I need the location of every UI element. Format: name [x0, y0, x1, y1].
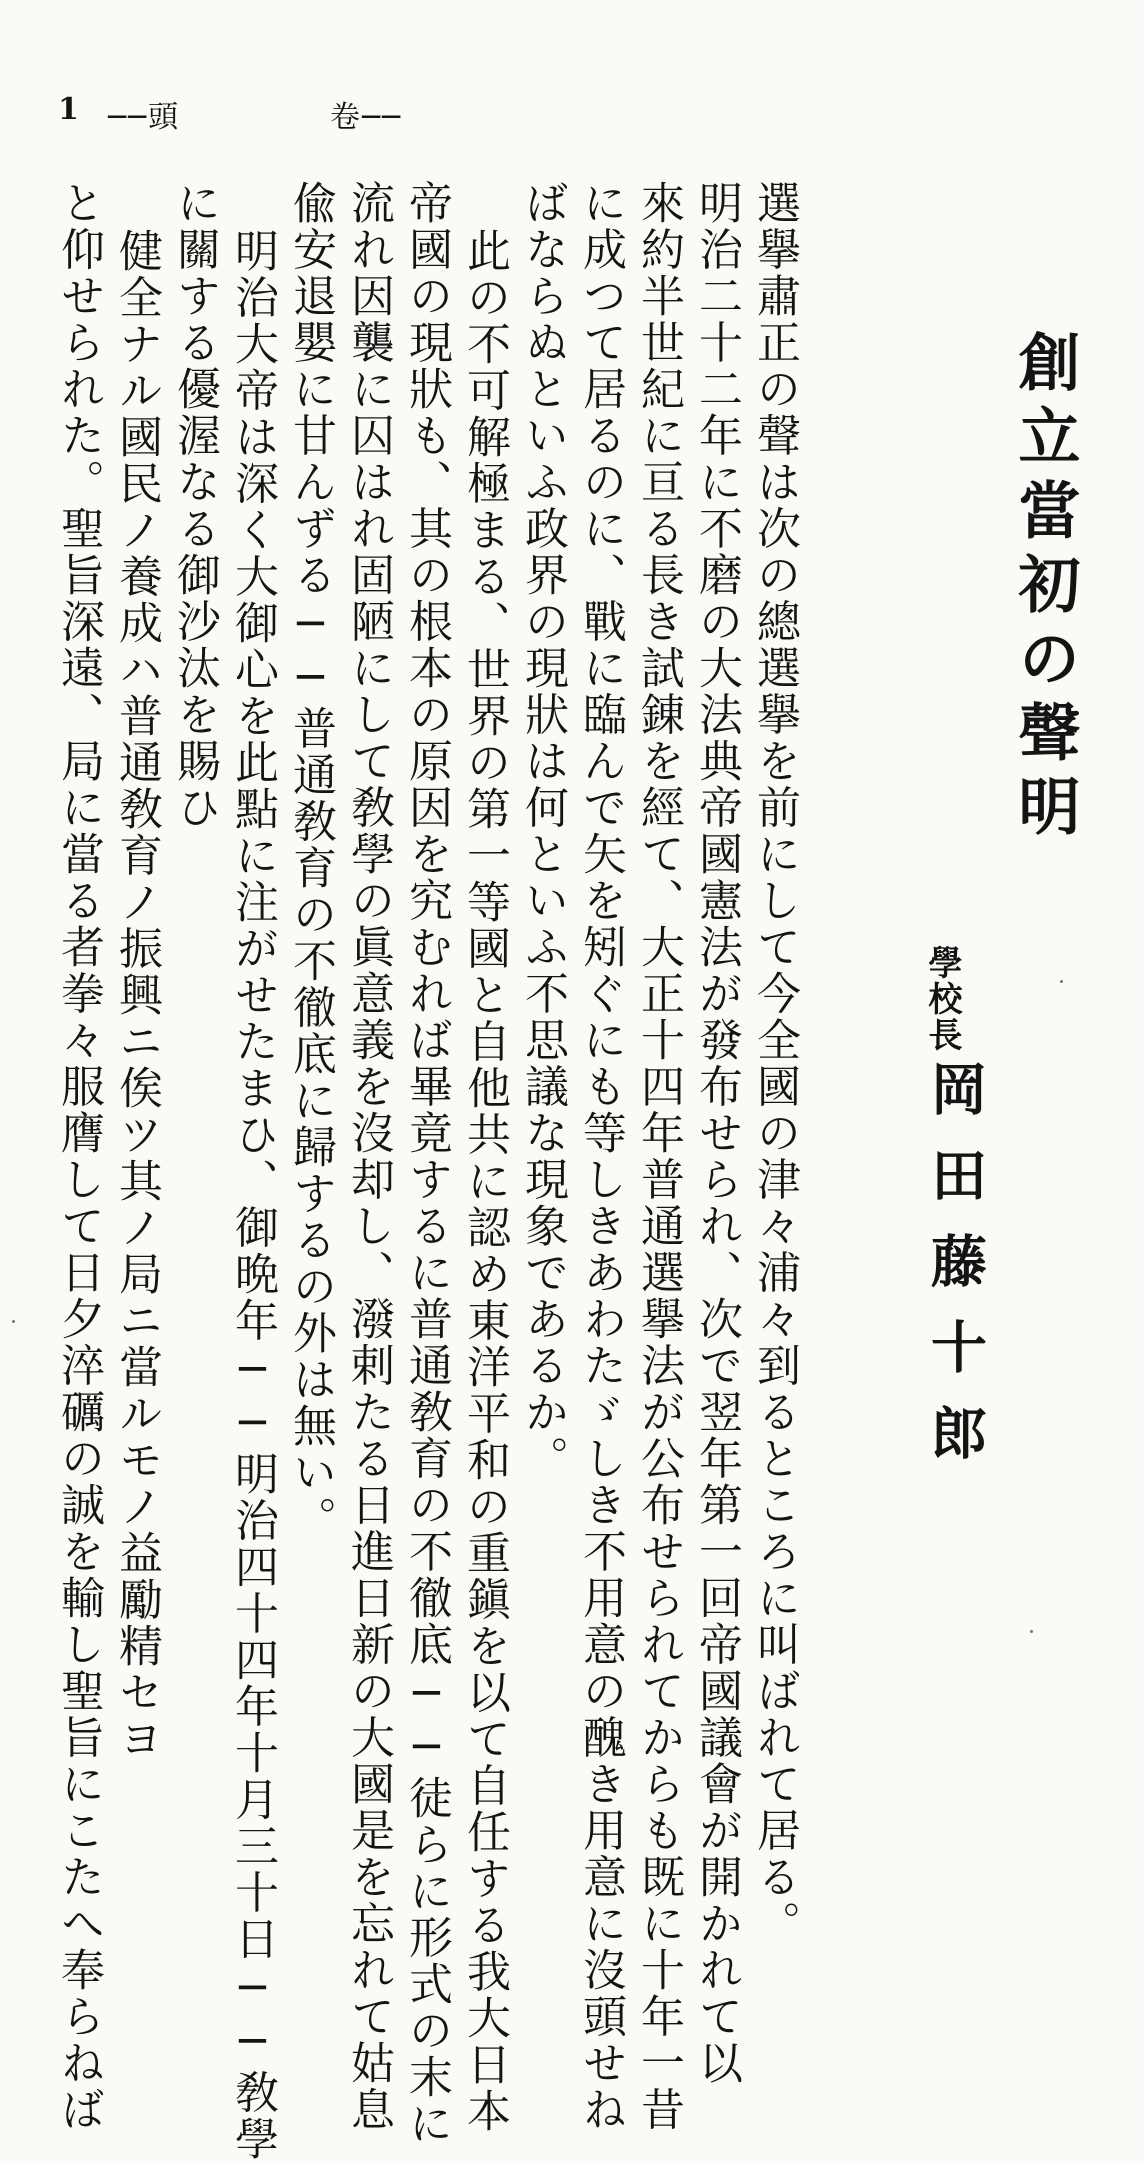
- body-line-13: と仰せられた。聖旨深遠、局に當る者拳々服膺して日夕淬礪の誠を輸し聖旨にこたへ奉らねば: [53, 180, 104, 2133]
- body-line-3: 來約半世紀に亘る長き試錬を經て、大正十四年普通選擧法が公布せられてからも既に十年一昔: [633, 180, 684, 2133]
- page-number: 1: [58, 92, 79, 127]
- print-speck: [12, 1320, 15, 1323]
- author-name: 岡田藤十郎: [922, 1060, 988, 1490]
- body-line-1: 選擧肅正の聲は次の總選擧を前にして今全國の津々浦々到るところに叫ばれて居る。: [749, 180, 800, 1947]
- body-line-9: 偸安退嬰に甘んずる──普通敎育の不徹底に歸するの外は無い。: [285, 180, 336, 1543]
- print-speck: [1030, 1630, 1033, 1633]
- body-line-4: に成つて居るのに、戰に臨んで矢を矧ぐにも等しきあわたゞしき不用意の醜き用意に沒頭せね: [575, 180, 626, 2133]
- body-line-11: に關する優渥なる御沙汰を賜ひ: [169, 180, 220, 831]
- author-role: 學校長: [922, 945, 962, 1053]
- running-head-right: 卷──: [330, 100, 403, 135]
- body-line-8: 流れ因襲に囚はれ固陋にして敎學の眞意義を沒却し、潑剌たる日進日新の大國是を忘れて姑息: [343, 180, 394, 2133]
- body-line-2: 明治二十二年に不磨の大法典帝國憲法が發布せられ、次で翌年第一回帝國議會が開かれて以: [691, 180, 742, 2087]
- running-head-left: ──頭: [108, 100, 181, 135]
- print-speck: [1060, 980, 1063, 983]
- body-line-6: 此の不可解極まる、世界の第一等國と自他共に認め東洋平和の重鎭を以て自任する我大日本: [459, 228, 510, 2135]
- article-title: 創立當初の聲明: [1008, 330, 1081, 848]
- body-line-10: 明治大帝は深く大御心を此點に注がせたまひ、御晩年──明治四十四年十月三十日──敎學: [227, 228, 278, 2163]
- body-line-5: ばならぬといふ政界の現狀は何といふ不思議な現象であるか。: [517, 180, 568, 1482]
- body-line-7: 帝國の現狀も、其の根本の原因を究むれば畢竟するに普通敎育の不徹底──徒らに形式の末に: [401, 180, 452, 2147]
- body-line-12-quotation: 健全ナル國民ノ養成ハ普通敎育ノ振興ニ俟ツ其ノ局ニ當ルモノ益勵精セヨ: [111, 228, 162, 1763]
